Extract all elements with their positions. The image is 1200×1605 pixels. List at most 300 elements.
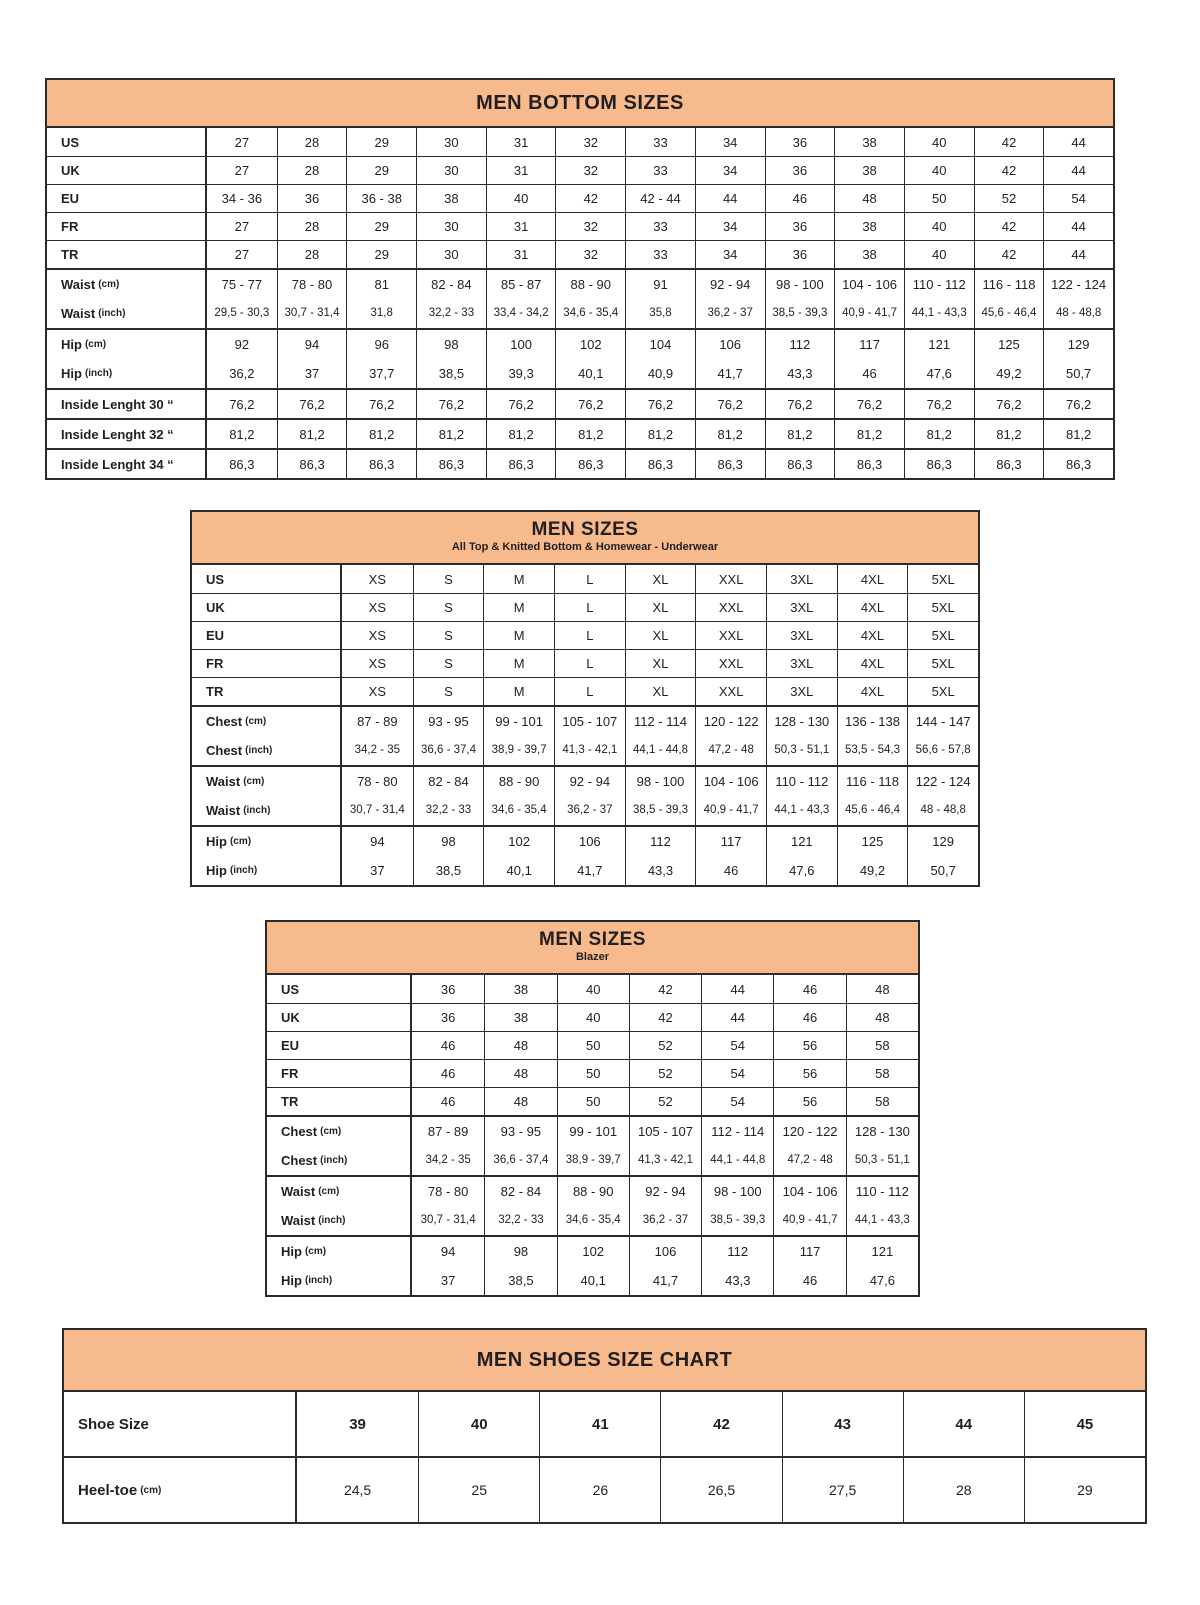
cell: 41,7	[554, 855, 625, 885]
cell: 116 - 118	[974, 270, 1044, 298]
cell: 110 - 112	[766, 767, 837, 795]
cell: 30	[416, 128, 486, 156]
cell: 27	[234, 163, 250, 178]
cell: 120 - 122	[773, 1117, 845, 1145]
cell: 104 - 106	[695, 767, 766, 795]
row-label: EU	[192, 622, 342, 649]
cell: 28	[277, 157, 347, 184]
cell: 38,5	[413, 855, 484, 885]
cell: 44	[903, 1392, 1024, 1456]
row-label: US	[267, 975, 412, 1003]
cell: 48	[834, 185, 904, 212]
cell: 44	[695, 185, 765, 212]
cell: 36,2 - 37	[629, 1205, 701, 1235]
cell: XXL	[695, 622, 766, 649]
cell: 48	[846, 975, 918, 1003]
row-label: TR	[192, 678, 342, 705]
cell: 25	[418, 1458, 539, 1522]
cell: 5XL	[907, 594, 978, 621]
cell: 41,3 - 42,1	[629, 1145, 701, 1175]
cell: 29	[346, 213, 416, 240]
cell: 86,3	[346, 450, 416, 478]
cell: 37,7	[346, 358, 416, 388]
cell: 42	[629, 1004, 701, 1031]
cell: 81	[346, 270, 416, 298]
men-shoes-size-chart-table	[62, 1328, 1147, 1524]
cell: 38	[834, 213, 904, 240]
men-shoes-body	[64, 1392, 1145, 1522]
table-row-hip-inch	[192, 855, 978, 885]
cell: 136 - 138	[837, 707, 908, 735]
cell: 92 - 94	[629, 1177, 701, 1205]
table-row-us	[267, 975, 918, 1003]
cell: 31	[486, 128, 556, 156]
row-label: Chest (inch)	[192, 735, 342, 765]
cell: 37	[277, 358, 347, 388]
cell: 56,6 - 57,8	[907, 735, 978, 765]
table-row-chest-cm	[192, 705, 978, 735]
cell: L	[554, 565, 625, 593]
cell: XS	[368, 571, 386, 587]
cell: 37	[440, 1272, 456, 1288]
cell: 40	[904, 241, 974, 268]
table-row-tr	[267, 1087, 918, 1115]
cell: 106	[629, 1237, 701, 1265]
cell: 98 - 100	[765, 270, 835, 298]
cell: 98 - 100	[701, 1177, 773, 1205]
cell: 29	[346, 128, 416, 156]
cell: 88 - 90	[557, 1177, 629, 1205]
cell: 46	[440, 1094, 456, 1109]
cell: 3XL	[766, 650, 837, 677]
cell: S	[413, 650, 484, 677]
men-sizes-top-body	[192, 565, 978, 885]
cell: 44	[1043, 241, 1113, 268]
cell: 26,5	[660, 1458, 781, 1522]
cell: 86,3	[229, 456, 255, 472]
cell: 48	[484, 1088, 556, 1115]
cell: 40	[486, 185, 556, 212]
cell: 46	[773, 1004, 845, 1031]
cell: L	[554, 622, 625, 649]
cell: 81,2	[974, 420, 1044, 448]
men-bottom-sizes-table	[45, 78, 1115, 480]
table-row-us	[192, 565, 978, 593]
men-sizes-top-header	[192, 512, 978, 565]
cell: 42	[629, 975, 701, 1003]
cell: 48 - 48,8	[907, 795, 978, 825]
table-row-fr	[47, 212, 1113, 240]
cell: 27	[234, 247, 250, 262]
cell: 40,1	[557, 1265, 629, 1295]
cell: 105 - 107	[629, 1117, 701, 1145]
cell: 43,3	[625, 855, 696, 885]
cell: 34 - 36	[221, 191, 263, 206]
cell: 38,9 - 39,7	[483, 735, 554, 765]
cell: 3XL	[766, 565, 837, 593]
cell: 56	[773, 1032, 845, 1059]
cell: 81,2	[416, 420, 486, 448]
row-label: Waist (inch)	[192, 795, 342, 825]
cell: 93 - 95	[484, 1117, 556, 1145]
cell: 47,6	[904, 358, 974, 388]
cell: 47,6	[766, 855, 837, 885]
cell: 116 - 118	[837, 767, 908, 795]
cell: 50	[557, 1088, 629, 1115]
cell: XS	[368, 628, 386, 643]
cell: 76,2	[277, 390, 347, 418]
cell: 128 - 130	[846, 1117, 918, 1145]
cell: 50,3 - 51,1	[846, 1145, 918, 1175]
cell: 58	[846, 1060, 918, 1087]
cell: 144 - 147	[907, 707, 978, 735]
cell: 105 - 107	[554, 707, 625, 735]
cell: 92	[234, 336, 250, 352]
row-label: Heel-toe (cm)	[64, 1458, 297, 1522]
table-row-heel-toe-cm	[64, 1456, 1145, 1522]
cell: 54	[701, 1032, 773, 1059]
cell: 87 - 89	[427, 1123, 469, 1139]
cell: 31	[486, 157, 556, 184]
cell: 121	[766, 827, 837, 855]
table-title: MEN SHOES SIZE CHART	[476, 1349, 733, 1371]
men-bottom-sizes-header	[47, 80, 1113, 128]
cell: XS	[368, 656, 386, 671]
cell: 40	[418, 1392, 539, 1456]
table-row-chest-inch	[267, 1145, 918, 1175]
cell: 112 - 114	[625, 707, 696, 735]
row-label: UK	[192, 594, 342, 621]
cell: L	[554, 650, 625, 677]
cell: 50	[557, 1060, 629, 1087]
cell: 32,2 - 33	[484, 1205, 556, 1235]
cell: 76,2	[1043, 390, 1113, 418]
cell: 38,9 - 39,7	[557, 1145, 629, 1175]
cell: 36,2 - 37	[695, 298, 765, 328]
cell: XL	[625, 565, 696, 593]
cell: 50	[904, 185, 974, 212]
table-title: MEN SIZES	[531, 519, 639, 541]
men-sizes-blazer-body	[267, 975, 918, 1295]
cell: 42	[974, 128, 1044, 156]
cell: 50,7	[1043, 358, 1113, 388]
cell: 41,7	[629, 1265, 701, 1295]
cell: 48 - 48,8	[1043, 298, 1113, 328]
cell: 44,1 - 43,3	[846, 1205, 918, 1235]
cell: 37	[370, 862, 385, 878]
cell: XXL	[695, 594, 766, 621]
table-row-uk	[47, 156, 1113, 184]
cell: 94	[440, 1243, 456, 1259]
cell: 43,3	[765, 358, 835, 388]
cell: 38	[416, 185, 486, 212]
cell: 34	[695, 241, 765, 268]
cell: 46	[773, 1265, 845, 1295]
table-row-eu	[267, 1031, 918, 1059]
table-row-tr	[192, 677, 978, 705]
cell: 86,3	[695, 450, 765, 478]
men-shoes-header	[64, 1330, 1145, 1392]
cell: 40	[557, 975, 629, 1003]
row-label: FR	[267, 1060, 412, 1087]
cell: 52	[629, 1032, 701, 1059]
cell: 76,2	[555, 390, 625, 418]
cell: 33	[625, 128, 695, 156]
row-label: Waist (cm)	[47, 270, 207, 298]
cell: 42	[974, 157, 1044, 184]
cell: 32,2 - 33	[416, 298, 486, 328]
cell: 125	[837, 827, 908, 855]
cell: 81,2	[346, 420, 416, 448]
cell: 46	[440, 1066, 456, 1081]
cell: 3XL	[766, 594, 837, 621]
cell: 110 - 112	[904, 270, 974, 298]
cell: 129	[907, 827, 978, 855]
cell: 120 - 122	[695, 707, 766, 735]
cell: 29	[1024, 1458, 1145, 1522]
cell: 32,2 - 33	[413, 795, 484, 825]
cell: 29	[346, 241, 416, 268]
men-sizes-blazer-table	[265, 920, 920, 1297]
cell: 32	[555, 213, 625, 240]
cell: 3XL	[766, 622, 837, 649]
cell: 86,3	[904, 450, 974, 478]
cell: XL	[625, 650, 696, 677]
cell: 100	[486, 330, 556, 358]
row-label: Shoe Size	[64, 1392, 297, 1456]
cell: 46	[440, 1038, 456, 1053]
cell: 112	[625, 827, 696, 855]
cell: XXL	[695, 678, 766, 705]
cell: 58	[846, 1088, 918, 1115]
table-row-eu	[192, 621, 978, 649]
cell: 81,2	[1043, 420, 1113, 448]
row-label: Chest (cm)	[192, 707, 342, 735]
cell: 96	[346, 330, 416, 358]
row-label: FR	[192, 650, 342, 677]
row-label: Chest (inch)	[267, 1145, 412, 1175]
cell: 38,5 - 39,3	[625, 795, 696, 825]
cell: 27,5	[782, 1458, 903, 1522]
cell: 44	[1043, 213, 1113, 240]
cell: S	[413, 678, 484, 705]
cell: 45,6 - 46,4	[837, 795, 908, 825]
cell: 82 - 84	[484, 1177, 556, 1205]
men-sizes-top-table	[190, 510, 980, 887]
cell: S	[413, 594, 484, 621]
cell: 42	[974, 241, 1044, 268]
cell: 102	[483, 827, 554, 855]
cell: 30	[416, 157, 486, 184]
cell: 128 - 130	[766, 707, 837, 735]
cell: 98	[416, 330, 486, 358]
cell: 52	[629, 1060, 701, 1087]
cell: 36	[765, 157, 835, 184]
cell: 81,2	[765, 420, 835, 448]
table-row-waist-cm	[267, 1175, 918, 1205]
cell: 44	[701, 975, 773, 1003]
cell: 58	[846, 1032, 918, 1059]
cell: 94	[370, 833, 385, 849]
cell: 81,2	[695, 420, 765, 448]
table-row-hip-inch	[267, 1265, 918, 1295]
cell: 36,6 - 37,4	[413, 735, 484, 765]
cell: 34	[695, 128, 765, 156]
cell: 78 - 80	[357, 773, 398, 789]
cell: 27	[234, 134, 250, 150]
table-row-tr	[47, 240, 1113, 268]
row-label: TR	[47, 241, 207, 268]
cell: 36,2	[229, 365, 255, 381]
table-row-waist-inch	[267, 1205, 918, 1235]
cell: 36 - 38	[346, 185, 416, 212]
row-label: UK	[267, 1004, 412, 1031]
cell: 38	[484, 975, 556, 1003]
cell: 45,6 - 46,4	[974, 298, 1044, 328]
row-label: TR	[267, 1088, 412, 1115]
cell: 38,5	[484, 1265, 556, 1295]
cell: 40,1	[483, 855, 554, 885]
cell: 104 - 106	[834, 270, 904, 298]
cell: 34,6 - 35,4	[557, 1205, 629, 1235]
cell: 86,3	[416, 450, 486, 478]
cell: 4XL	[837, 594, 908, 621]
cell: 28	[903, 1458, 1024, 1522]
cell: 81,2	[229, 426, 255, 442]
cell: S	[413, 622, 484, 649]
cell: 32	[555, 128, 625, 156]
cell: 47,2 - 48	[773, 1145, 845, 1175]
cell: 38	[834, 157, 904, 184]
cell: 93 - 95	[413, 707, 484, 735]
cell: 102	[557, 1237, 629, 1265]
row-label: Hip (cm)	[47, 330, 207, 358]
cell: 86,3	[974, 450, 1044, 478]
row-label: Waist (inch)	[267, 1205, 412, 1235]
cell: M	[483, 678, 554, 705]
cell: 46	[765, 185, 835, 212]
row-label: FR	[47, 213, 207, 240]
cell: 43,3	[701, 1265, 773, 1295]
cell: 34,6 - 35,4	[483, 795, 554, 825]
cell: 32	[555, 241, 625, 268]
cell: 112	[765, 330, 835, 358]
cell: XXL	[695, 565, 766, 593]
cell: 125	[974, 330, 1044, 358]
cell: 81,2	[555, 420, 625, 448]
cell: 88 - 90	[483, 767, 554, 795]
cell: 54	[701, 1088, 773, 1115]
row-label: EU	[267, 1032, 412, 1059]
cell: 86,3	[765, 450, 835, 478]
cell: 122 - 124	[907, 767, 978, 795]
cell: 40,9 - 41,7	[773, 1205, 845, 1235]
cell: 76,2	[695, 390, 765, 418]
row-label: Inside Lenght 32 “	[47, 420, 207, 448]
cell: 52	[629, 1088, 701, 1115]
cell: 88 - 90	[555, 270, 625, 298]
row-label: Hip (cm)	[267, 1237, 412, 1265]
cell: 104 - 106	[773, 1177, 845, 1205]
cell: 82 - 84	[416, 270, 486, 298]
cell: 52	[974, 185, 1044, 212]
cell: 99 - 101	[483, 707, 554, 735]
cell: 30,7 - 31,4	[420, 1214, 476, 1226]
cell: 36	[765, 213, 835, 240]
table-row-us	[47, 128, 1113, 156]
table-row-fr	[267, 1059, 918, 1087]
cell: 4XL	[837, 650, 908, 677]
cell: 76,2	[625, 390, 695, 418]
table-row-chest-cm	[267, 1115, 918, 1145]
cell: 76,2	[229, 396, 255, 412]
cell: 44,1 - 43,3	[766, 795, 837, 825]
cell: 30	[416, 241, 486, 268]
cell: 24,5	[343, 1482, 372, 1498]
cell: 33	[625, 241, 695, 268]
cell: 42	[660, 1392, 781, 1456]
cell: 106	[695, 330, 765, 358]
cell: 47,2 - 48	[695, 735, 766, 765]
cell: L	[554, 678, 625, 705]
cell: 40	[904, 157, 974, 184]
row-label: Hip (cm)	[192, 827, 342, 855]
cell: 104	[625, 330, 695, 358]
cell: 112	[701, 1237, 773, 1265]
table-row-hip-inch	[47, 358, 1113, 388]
cell: 4XL	[837, 678, 908, 705]
cell: 48	[484, 1060, 556, 1087]
cell: 5XL	[907, 565, 978, 593]
cell: 29,5 - 30,3	[214, 307, 270, 319]
table-row-hip-cm	[192, 825, 978, 855]
row-label: Hip (inch)	[267, 1265, 412, 1295]
cell: 48	[484, 1032, 556, 1059]
cell: 43	[782, 1392, 903, 1456]
cell: 78 - 80	[277, 270, 347, 298]
cell: 36	[277, 185, 347, 212]
cell: 98	[484, 1237, 556, 1265]
cell: 98	[413, 827, 484, 855]
table-row-inside-lenght-34	[47, 448, 1113, 478]
cell: 38	[484, 1004, 556, 1031]
men-sizes-blazer-header	[267, 922, 918, 975]
cell: 76,2	[834, 390, 904, 418]
cell: 44,1 - 44,8	[701, 1145, 773, 1175]
table-row-uk	[267, 1003, 918, 1031]
table-row-fr	[192, 649, 978, 677]
cell: 102	[555, 330, 625, 358]
table-title: MEN BOTTOM SIZES	[476, 92, 684, 114]
cell: 31	[486, 241, 556, 268]
cell: 29	[346, 157, 416, 184]
cell: 27	[234, 219, 250, 234]
cell: 110 - 112	[846, 1177, 918, 1205]
cell: 44,1 - 43,3	[904, 298, 974, 328]
cell: 38	[834, 128, 904, 156]
table-subtitle: All Top & Knitted Bottom & Homewear - Underwear	[451, 541, 719, 554]
table-row-inside-lenght-30	[47, 388, 1113, 418]
row-label: Chest (cm)	[267, 1117, 412, 1145]
cell: 34,2 - 35	[354, 744, 401, 756]
cell: 26	[539, 1458, 660, 1522]
cell: 76,2	[904, 390, 974, 418]
cell: 49,2	[974, 358, 1044, 388]
cell: 86,3	[555, 450, 625, 478]
table-row-waist-cm	[192, 765, 978, 795]
cell: 34,6 - 35,4	[555, 298, 625, 328]
cell: S	[413, 565, 484, 593]
